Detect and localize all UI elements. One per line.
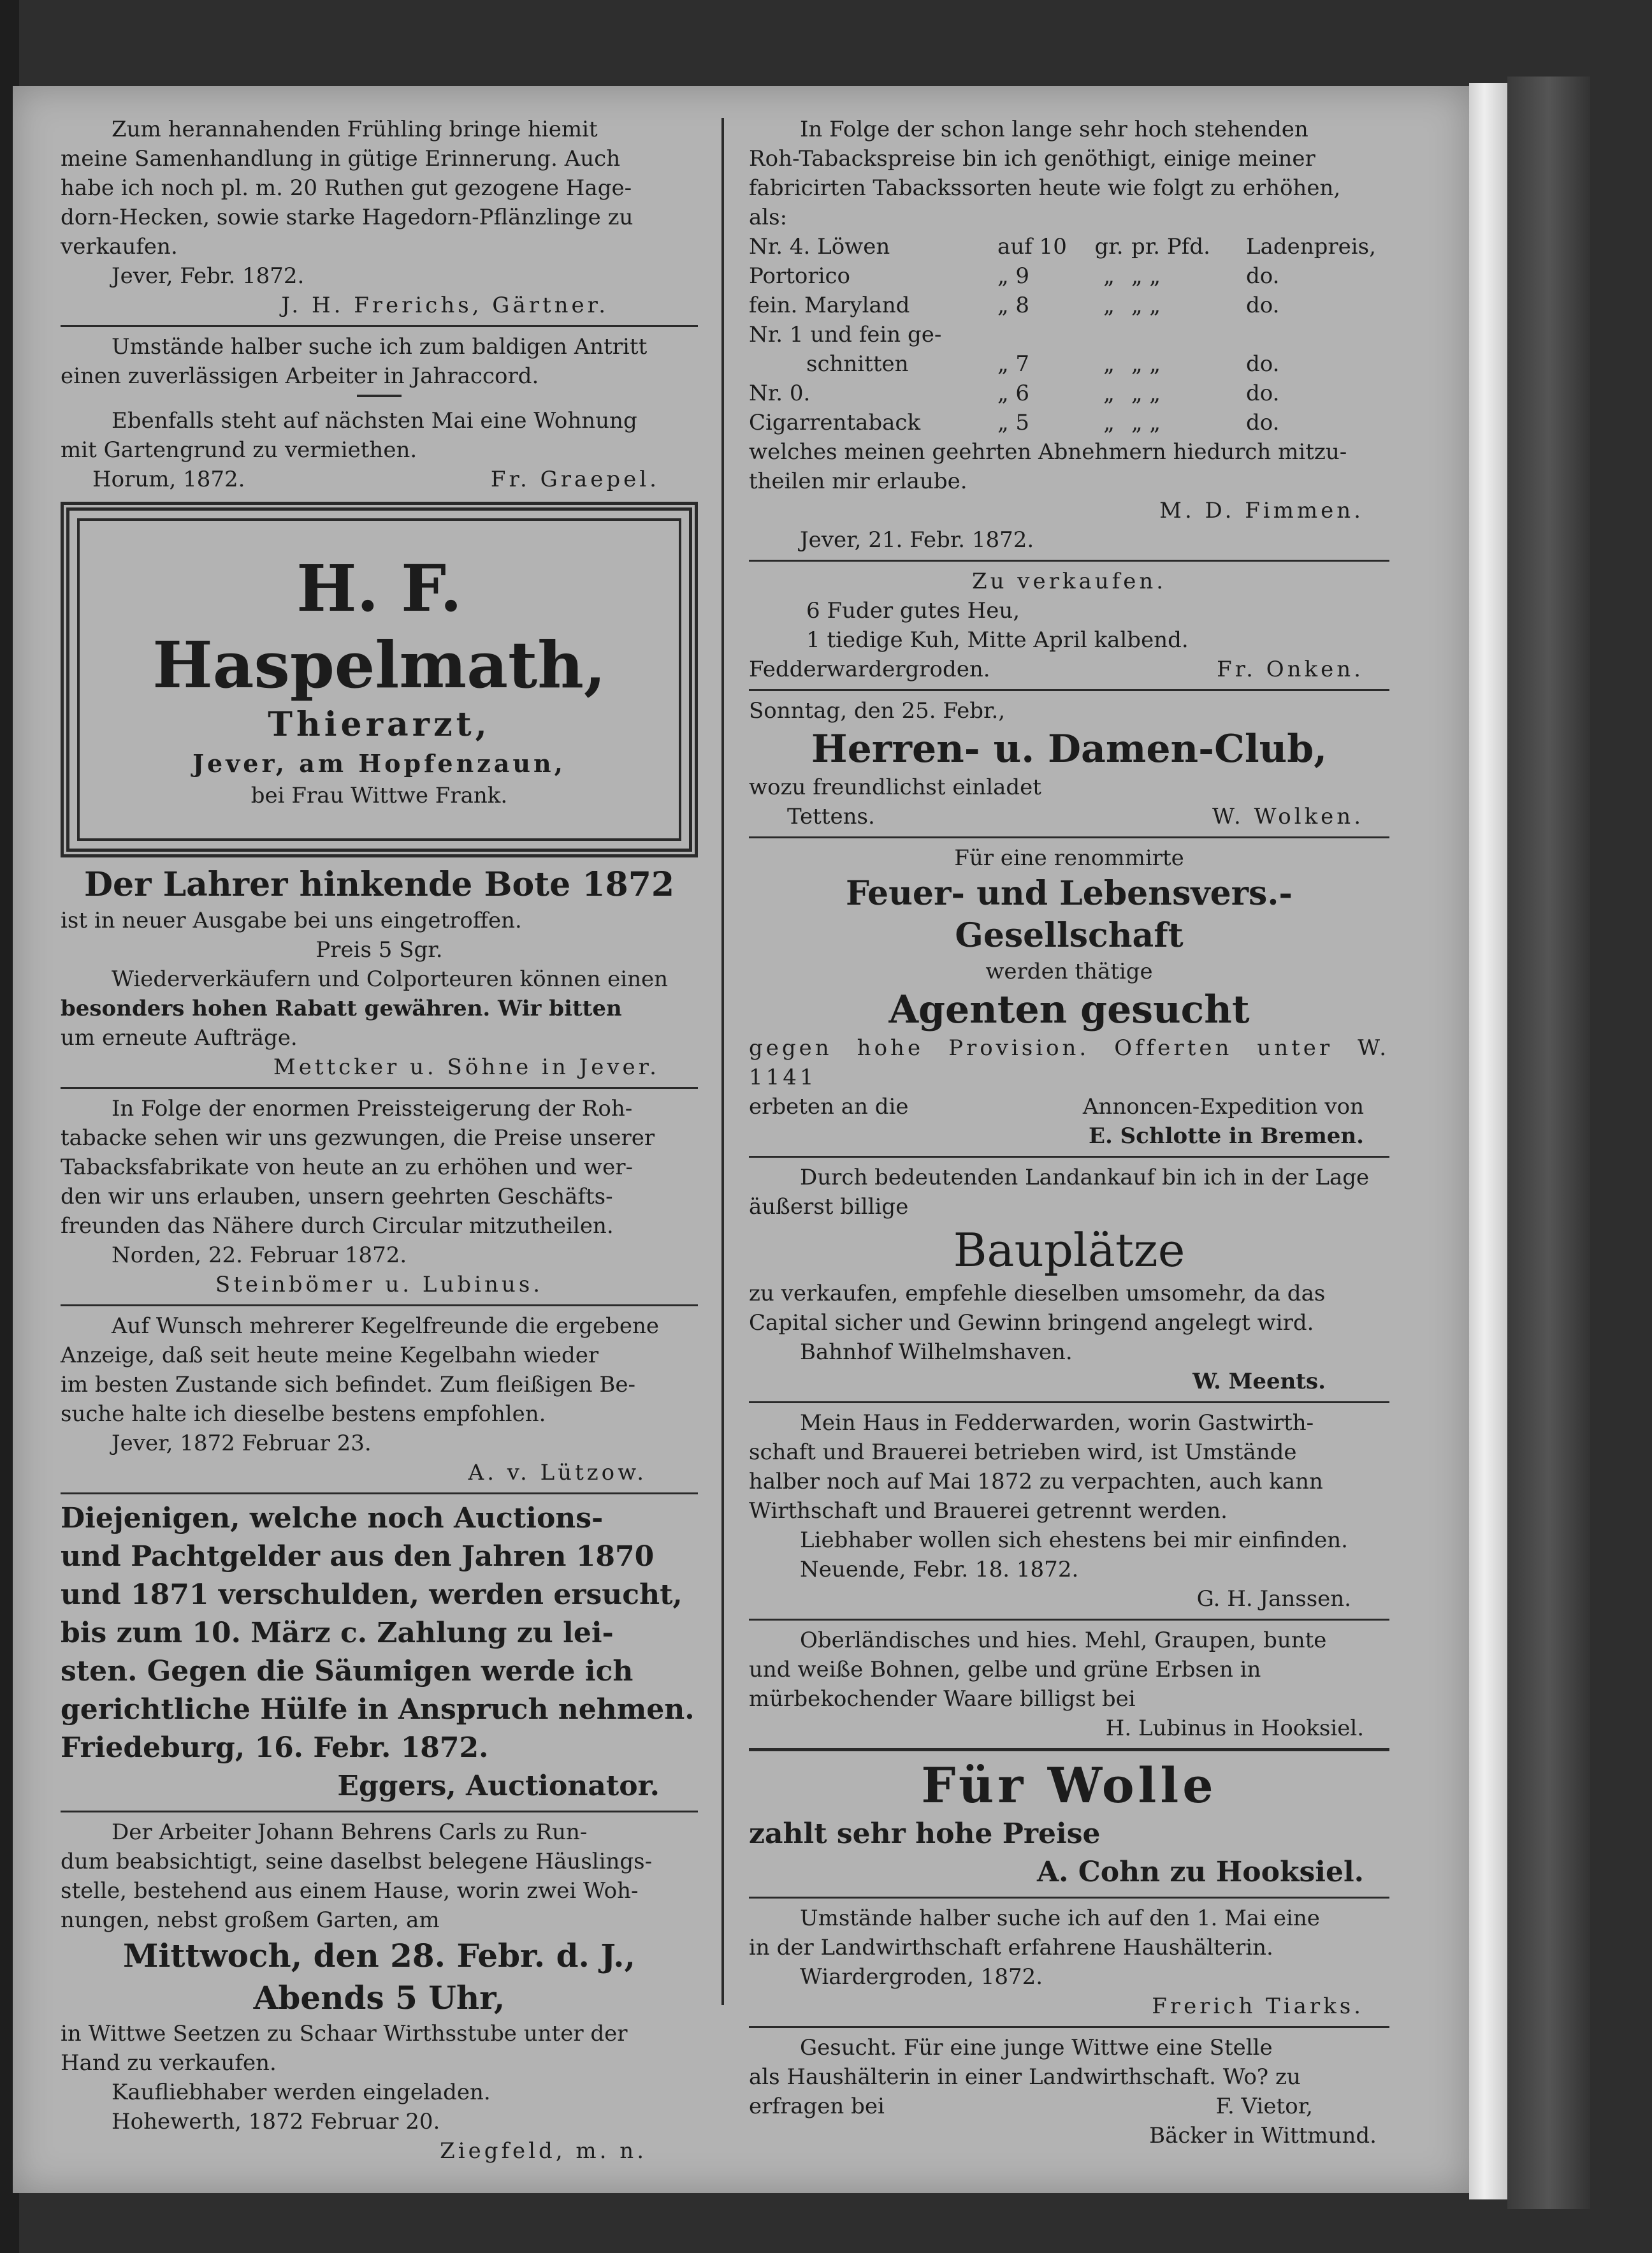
ad-text-line: den wir uns erlauben, unsern geehrten Geschäfts-: [61, 1184, 613, 1209]
price-note: do.: [1246, 293, 1280, 318]
price-unit: „: [1103, 263, 1115, 289]
price-value: auf 10: [997, 234, 1067, 259]
ad-text-line: 1 tiedige Kuh, Mitte April kalbend.: [806, 627, 1189, 653]
ad-text-line: einen zuverlässigen Arbeiter in Jahraccord.: [61, 363, 539, 389]
ad-place-date: Friedeburg, 16. Febr. 1872.: [61, 1732, 489, 1764]
ad-club: [749, 696, 1389, 831]
ad-text-line: Oberländisches und hies. Mehl, Graupen, bunte: [800, 1628, 1327, 1653]
ad-text-line: und 1871 verschulden, werden ersucht,: [61, 1579, 683, 1611]
ad-signature: A. Cohn zu Hooksiel.: [1036, 1856, 1364, 1888]
ad-text-line: 6 Fuder gutes Heu,: [806, 598, 1020, 623]
ad-place: Bahnhof Wilhelmshaven.: [800, 1339, 1073, 1365]
ad-haspelmath-name: H. F. Haspelmath,: [152, 551, 606, 703]
ad-kegelbahn: [61, 1311, 698, 1487]
ad-place-date: Hohewerth, 1872 Februar 20.: [112, 2109, 440, 2134]
price-item: Nr. 0.: [749, 381, 811, 406]
ad-text-line: als Haushälterin in einer Landwirthschaft. Wo? zu: [749, 2064, 1301, 2090]
ad-signature: A. v. Lützow.: [468, 1460, 647, 1485]
ad-text-line: welches meinen geehrten Abnehmern hiedurch mitzu-: [749, 439, 1347, 465]
price-row: [749, 379, 1389, 408]
right-column: [749, 115, 1389, 2150]
price-row: [749, 261, 1389, 291]
price-row: [749, 232, 1389, 261]
ad-text-line: um erneute Aufträge.: [61, 1025, 298, 1051]
ad-text-line: Capital sicher und Gewinn bringend angelegt wird.: [749, 1310, 1314, 1336]
ad-text-line: verkaufen.: [61, 234, 178, 259]
ad-text-line: suche halte ich dieselbe bestens empfohlen.: [61, 1401, 546, 1427]
ad-text-line: stelle, bestehend aus einem Hause, worin zwei Woh-: [61, 1878, 639, 1904]
price-note: Ladenpreis,: [1246, 234, 1376, 259]
ad-text-line: erfragen bei: [749, 2094, 885, 2119]
ad-text-line: zahlt sehr hohe Preise: [749, 1818, 1101, 1850]
ad-text-line: In Folge der enormen Preissteigerung der Roh-: [112, 1096, 633, 1121]
ad-text-line: Anzeige, daß seit heute meine Kegelbahn wieder: [61, 1343, 599, 1368]
ad-date: Sonntag, den 25. Febr.,: [749, 698, 1006, 724]
ad-signature: Fr. Onken.: [1217, 657, 1364, 682]
ad-text-line: gerichtliche Hülfe in Anspruch nehmen.: [61, 1693, 695, 1726]
price-unit: „: [1103, 381, 1115, 406]
ad-place-date: Jever, 21. Febr. 1872.: [800, 527, 1034, 553]
ad-text-line: nungen, nebst großem Garten, am: [61, 1907, 440, 1933]
ad-text-line: Diejenigen, welche noch Auctions-: [61, 1502, 604, 1535]
ad-haspelmath-title: Thierarzt,: [268, 705, 491, 744]
ad-place-date: Jever, 1872 Februar 23.: [112, 1431, 372, 1456]
ad-text-line: gegen hohe Provision. Offerten unter W. 1141: [749, 1035, 1389, 1090]
price-item: Nr. 4. Löwen: [749, 234, 890, 259]
ad-text-line: tabacke sehen wir uns gezwungen, die Preise unserer: [61, 1125, 655, 1151]
price-note: do.: [1246, 381, 1280, 406]
ad-text-line: als:: [749, 205, 788, 230]
separator-rule: [61, 1304, 698, 1306]
ad-text-line: mit Gartengrund zu vermiethen.: [61, 437, 417, 463]
ad-gesucht: [749, 2033, 1389, 2150]
separator-rule: [61, 1087, 698, 1089]
ad-headline: Für Wolle: [921, 1757, 1217, 1814]
ad-fimmen-tabak: [749, 115, 1389, 555]
ad-text-line: besonders hohen Rabatt gewähren. Wir bitten: [61, 996, 622, 1021]
price-item: schnitten: [806, 351, 909, 377]
ad-versicherung: [749, 843, 1389, 1151]
ad-mehl: [749, 1626, 1389, 1743]
price-row: [749, 349, 1389, 379]
price-per: „ „: [1131, 381, 1161, 406]
ad-text-line: dum beabsichtigt, seine daselbst belegene Häuslings-: [61, 1849, 653, 1874]
ad-text-line: zu verkaufen, empfehle dieselben umsomehr, da das: [749, 1281, 1326, 1306]
separator-rule: [749, 1401, 1389, 1403]
price-per: „ „: [1131, 351, 1161, 377]
ad-text-line: Wiederverkäufern und Colporteuren können einen: [112, 966, 669, 992]
ad-text-line: und Pachtgelder aus den Jahren 1870: [61, 1540, 655, 1573]
ad-place-date: Neuende, Febr. 18. 1872.: [800, 1557, 1079, 1582]
ad-text-line: werden thätige: [985, 959, 1153, 984]
price-unit: „: [1103, 293, 1115, 318]
ad-wolle: [749, 1756, 1389, 1892]
ad-text-line: Ebenfalls steht auf nächsten Mai eine Wohnung: [112, 408, 637, 434]
ad-headline: Feuer- und Lebensvers.-Gesellschaft: [845, 874, 1293, 955]
price-item: Cigarrentaback: [749, 410, 921, 435]
ad-text-line: Annoncen-Expedition von: [1082, 1094, 1364, 1119]
ad-signature: Fr. Graepel.: [490, 467, 660, 492]
ad-haspelmath-frame: [61, 502, 698, 857]
price-per: „ „: [1131, 410, 1161, 435]
ad-text-line: Der Arbeiter Johann Behrens Carls zu Run-: [112, 1819, 588, 1845]
price-item: Portorico: [749, 263, 850, 289]
price-per: pr. Pfd.: [1131, 234, 1210, 259]
ad-text-line: in Wittwe Seetzen zu Schaar Wirthsstube unter der: [61, 2021, 628, 2046]
ad-text-line: schaft und Brauerei betrieben wird, ist Umstände: [749, 1440, 1297, 1465]
separator-rule: [61, 1492, 698, 1494]
ad-text-line: Roh-Tabackspreise bin ich genöthigt, einige meiner: [749, 146, 1315, 171]
ad-signature: J. H. Frerichs, Gärtner.: [281, 293, 609, 318]
ad-signature: E. Schlotte in Bremen.: [1089, 1123, 1364, 1149]
ad-hausverkauf: [61, 1818, 698, 2166]
price-unit: gr.: [1094, 234, 1124, 259]
price-value: „ 6: [997, 381, 1030, 406]
ad-signature: Ziegfeld, m. n.: [440, 2138, 647, 2164]
ad-text-line: Zum herannahenden Frühling bringe hiemit: [112, 117, 598, 142]
ad-place: Fedderwardergroden.: [749, 657, 990, 682]
ad-text-line: erbeten an die: [749, 1094, 909, 1119]
separator-rule: [749, 560, 1389, 562]
book-cover-edge: [1507, 77, 1590, 2209]
separator-rule: [61, 325, 698, 327]
price-row: [749, 320, 1389, 349]
ad-auctionsgelder: [61, 1499, 698, 1805]
ad-lahrer-bote: [61, 864, 698, 1082]
separator-rule: [749, 1619, 1389, 1621]
ad-invite: Kaufliebhaber werden eingeladen.: [112, 2080, 491, 2105]
ad-place: Tettens.: [787, 804, 875, 829]
separator-short: [357, 395, 402, 397]
column-divider: [721, 118, 724, 2005]
ad-text-line: Auf Wunsch mehrerer Kegelfreunde die ergebene: [112, 1313, 660, 1339]
price-per: „ „: [1131, 293, 1161, 318]
ad-text-line: in der Landwirthschaft erfahrene Haushälterin.: [749, 1935, 1273, 1960]
ad-text-line: sten. Gegen die Säumigen werde ich: [61, 1655, 634, 1688]
price-unit: „: [1103, 410, 1115, 435]
ad-text-line: fabricirten Tabackssorten heute wie folgt zu erhöhen,: [749, 175, 1341, 201]
ad-text-line: In Folge der schon lange sehr hoch stehenden: [800, 117, 1308, 142]
price-note: do.: [1246, 351, 1280, 377]
ad-place-date: Jever, Febr. 1872.: [112, 263, 305, 289]
ad-text-line: mürbekochender Waare billigst bei: [749, 1686, 1136, 1712]
ad-signature: W. Meents.: [1192, 1369, 1326, 1394]
price-per: „ „: [1131, 263, 1161, 289]
separator-rule: [749, 2026, 1389, 2028]
price-table: [749, 232, 1389, 437]
ad-text-line: theilen mir erlaube.: [749, 469, 967, 494]
ad-text-line: Bäcker in Wittmund.: [1149, 2123, 1377, 2148]
ad-signature: Eggers, Auctionator.: [337, 1770, 660, 1802]
left-column: [61, 115, 698, 2166]
ad-text-line: Wirthschaft und Brauerei getrennt werden.: [749, 1498, 1228, 1524]
price-note: do.: [1246, 263, 1280, 289]
ad-haus-verpachten: [749, 1408, 1389, 1614]
ad-text-line: äußerst billige: [749, 1194, 909, 1220]
ad-text-line: Tabacksfabrikate von heute an zu erhöhen und wer-: [61, 1155, 633, 1180]
ad-text-line: Gesucht. Für eine junge Wittwe eine Stelle: [800, 2035, 1273, 2060]
price-value: „ 7: [997, 351, 1030, 377]
ad-tabak-preise: [61, 1094, 698, 1299]
ad-text-line: Liebhaber wollen sich ehestens bei mir einfinden.: [800, 1528, 1348, 1553]
ad-text-line: dorn-Hecken, sowie starke Hagedorn-Pflänzlinge zu: [61, 205, 634, 230]
separator-rule: [749, 836, 1389, 838]
price-item: Nr. 1 und fein ge-: [749, 322, 942, 347]
ad-haspelmath-address: Jever, am Hopfenzaun,: [192, 749, 566, 778]
separator-rule: [749, 689, 1389, 691]
price-item: fein. Maryland: [749, 293, 910, 318]
price-unit: „: [1103, 351, 1115, 377]
ad-place-date: Wiardergroden, 1872.: [800, 1964, 1043, 1990]
price-row: [749, 291, 1389, 320]
ad-haspelmath-address2: bei Frau Wittwe Frank.: [250, 783, 508, 808]
ad-text-line: Für eine renommirte: [954, 845, 1184, 871]
separator-rule: [749, 1156, 1389, 1158]
ad-text-line: wozu freundlichst einladet: [749, 775, 1041, 800]
ad-heading: Zu verkaufen.: [971, 569, 1167, 594]
ad-text-line: Umstände halber suche ich auf den 1. Mai eine: [800, 1906, 1320, 1931]
ad-bauplaetze: [749, 1163, 1389, 1396]
page-stack-edge: [1469, 83, 1507, 2199]
ad-time-line: Abends 5 Uhr,: [253, 1979, 505, 2016]
ad-haushaelterin: [749, 1904, 1389, 2021]
ad-headline: Bauplätze: [953, 1223, 1185, 1277]
ad-headline: Der Lahrer hinkende Bote 1872: [83, 865, 675, 904]
ad-text-line: freunden das Nähere durch Circular mitzutheilen.: [61, 1213, 614, 1239]
price-value: „ 5: [997, 410, 1030, 435]
ad-arbeiter-gesucht: [61, 332, 698, 391]
separator-rule: [749, 1897, 1389, 1899]
ad-place-date: Norden, 22. Februar 1872.: [112, 1243, 407, 1268]
ad-text-line: halber noch auf Mai 1872 zu verpachten, auch kann: [749, 1469, 1323, 1494]
ad-signature: H. Lubinus in Hooksiel.: [1105, 1716, 1364, 1741]
ad-text-line: im besten Zustande sich befindet. Zum fleißigen Be-: [61, 1372, 635, 1397]
ad-text-line: meine Samenhandlung in gütige Erinnerung. Auch: [61, 146, 621, 171]
ad-headline: Agenten gesucht: [888, 988, 1250, 1032]
ad-signature: W. Wolken.: [1212, 804, 1364, 829]
ad-samenhandlung: [61, 115, 698, 320]
ad-zu-verkaufen: [749, 567, 1389, 684]
ad-signature: G. H. Janssen.: [1196, 1586, 1351, 1612]
ad-place-date: Horum, 1872.: [92, 467, 245, 492]
ad-text-line: Mein Haus in Fedderwarden, worin Gastwirth-: [800, 1410, 1314, 1436]
price-value: „ 8: [997, 293, 1030, 318]
price-row: [749, 408, 1389, 437]
ad-date-line: Mittwoch, den 28. Febr. d. J.,: [123, 1937, 635, 1974]
ad-text-line: Umstände halber suche ich zum baldigen Antritt: [112, 334, 648, 360]
price-value: „ 9: [997, 263, 1030, 289]
ad-signature: F. Vietor,: [1215, 2094, 1313, 2119]
ad-headline: Herren- u. Damen-Club,: [811, 727, 1328, 771]
ad-text-line: bis zum 10. März c. Zahlung zu lei-: [61, 1617, 614, 1649]
ad-signature: M. D. Fimmen.: [1159, 498, 1364, 523]
ad-signature: Mettcker u. Söhne in Jever.: [273, 1054, 660, 1080]
ad-text-line: und weiße Bohnen, gelbe und grüne Erbsen in: [749, 1657, 1261, 1682]
ad-text-line: Hand zu verkaufen.: [61, 2050, 277, 2076]
ad-signature: Frerich Tiarks.: [1152, 1994, 1364, 2019]
price-note: do.: [1246, 410, 1280, 435]
separator-rule: [749, 1748, 1389, 1751]
separator-rule: [61, 1811, 698, 1812]
ad-text-line: ist in neuer Ausgabe bei uns eingetroffen.: [61, 908, 522, 933]
ad-wohnung: [61, 406, 698, 494]
ad-price: Preis 5 Sgr.: [315, 937, 443, 963]
ad-text-line: habe ich noch pl. m. 20 Ruthen gut gezogene Hage-: [61, 175, 632, 201]
ad-text-line: Durch bedeutenden Landankauf bin ich in der Lage: [800, 1165, 1370, 1190]
ad-signature: Steinbömer u. Lubinus.: [215, 1272, 544, 1297]
